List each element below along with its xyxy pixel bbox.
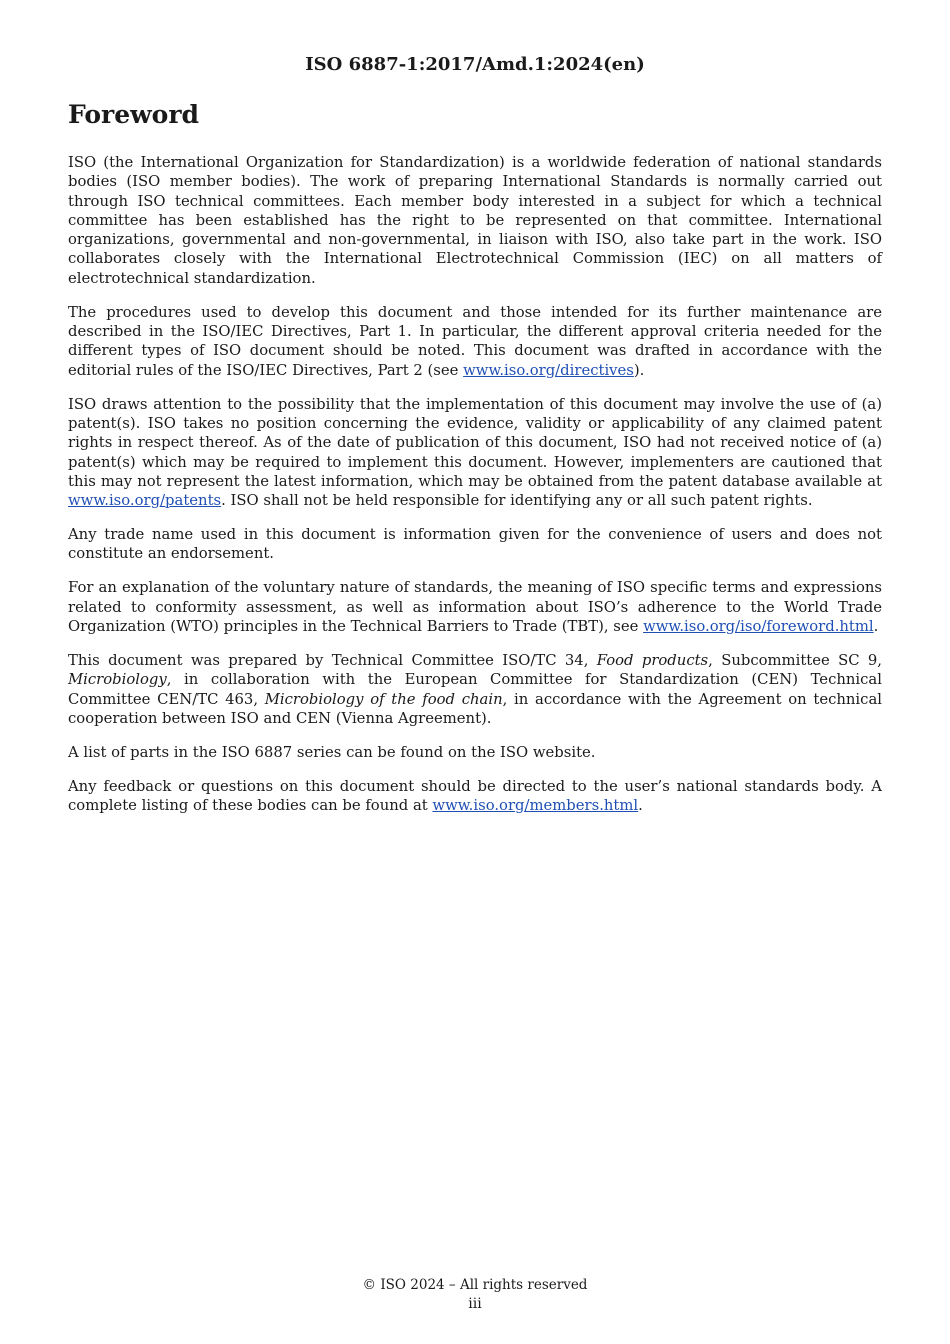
paragraph-organization: ISO (the International Organization for Standardization) is a worldwide federation of national standards bodies (ISO member bodies). The work of preparing International Standards is normally carried out through ISO technical committees. Each member body interested in a subject for which a technical committee has been established has the right to be represented on that committee. International organizations, governmental and non-governmental, in liaison with ISO, also take part in the work. ISO collaborates closely with the International Electrotechnical Commission (IEC) on all matters of electrotechnical standardization.: [68, 154, 882, 287]
paragraph-text: Any feedback or questions on this document should be directed to the user’s national standards body. A complete listing of these bodies can be found at: [68, 777, 882, 815]
paragraph-text: .: [638, 797, 643, 815]
paragraph-text: , in accordance with the Agreement on technical cooperation between ISO and CEN (Vienna Agreement).: [68, 690, 883, 727]
paragraph-text: The procedures used to develop this document and those intended for its further maintenance are described in the ISO/IEC Directives, Part 1. In particular, the different approval criteria needed for the different types of ISO document should be noted. This document was drafted in accordance with the editorial rules of the ISO/IEC Directives, Part 2 (see: [68, 303, 882, 379]
foreword-body: [68, 153, 882, 830]
document-id-header: ISO 6887-1:2017/Amd.1:2024(en): [305, 54, 645, 75]
page-footer: [0, 1276, 950, 1314]
paragraph-text: This document was prepared by Technical Committee ISO/TC 34,: [68, 651, 597, 669]
foreword-link[interactable]: www.iso.org/iso/foreword.html: [643, 617, 874, 635]
paragraph-feedback: [68, 777, 882, 816]
paragraph-trade-name: Any trade name used in this document is information given for the convenience of users and does not constitute an endorsement.: [68, 526, 882, 563]
section-title: Foreword: [68, 100, 199, 129]
paragraph-series-list: A list of parts in the ISO 6887 series can be found on the ISO website.: [68, 743, 596, 761]
cen-committee-name: Microbiology of the food chain: [264, 690, 503, 708]
members-link[interactable]: www.iso.org/members.html: [432, 797, 639, 815]
paragraph-text: ISO draws attention to the possibility that the implementation of this document may involve the use of (a) patent(s). ISO takes no position concerning the evidence, validity or applicability of any claimed patent rights in respect thereof. As of the date of publication of this document, ISO had not received notice of (a) patent(s) which may be required to implement this document. However, implementers are cautioned that this may not represent the latest information, which may be obtained from the patent database available at: [68, 395, 882, 490]
paragraph-text: , Subcommittee SC 9,: [708, 651, 882, 669]
subcommittee-name-microbiology: Microbiology: [68, 671, 167, 689]
committee-name-food-products: Food products: [596, 651, 709, 669]
paragraph-patents: [68, 395, 882, 511]
copyright-notice: © ISO 2024 – All rights reserved: [362, 1277, 588, 1293]
paragraph-text: . ISO shall not be held responsible for identifying any or all such patent rights.: [221, 492, 813, 510]
page-number: iii: [468, 1296, 482, 1312]
paragraph-text: , in collaboration with the European Committee for Standardization (CEN) Technical Committee CEN/TC 463,: [68, 671, 882, 708]
paragraph-voluntary-nature: [68, 578, 882, 636]
directives-link[interactable]: www.iso.org/directives: [463, 361, 634, 379]
paragraph-text: For an explanation of the voluntary nature of standards, the meaning of ISO specific terms and expressions related to conformity assessment, as well as information about ISO’s adherence to the World Trade Organization (WTO) principles in the Technical Barriers to Trade (TBT), see: [68, 579, 882, 635]
paragraph-procedures: [68, 303, 882, 380]
paragraph-committee: [68, 651, 882, 728]
paragraph-text: .: [873, 617, 879, 635]
patents-link[interactable]: www.iso.org/patents: [68, 492, 222, 510]
paragraph-text: ).: [633, 361, 645, 379]
